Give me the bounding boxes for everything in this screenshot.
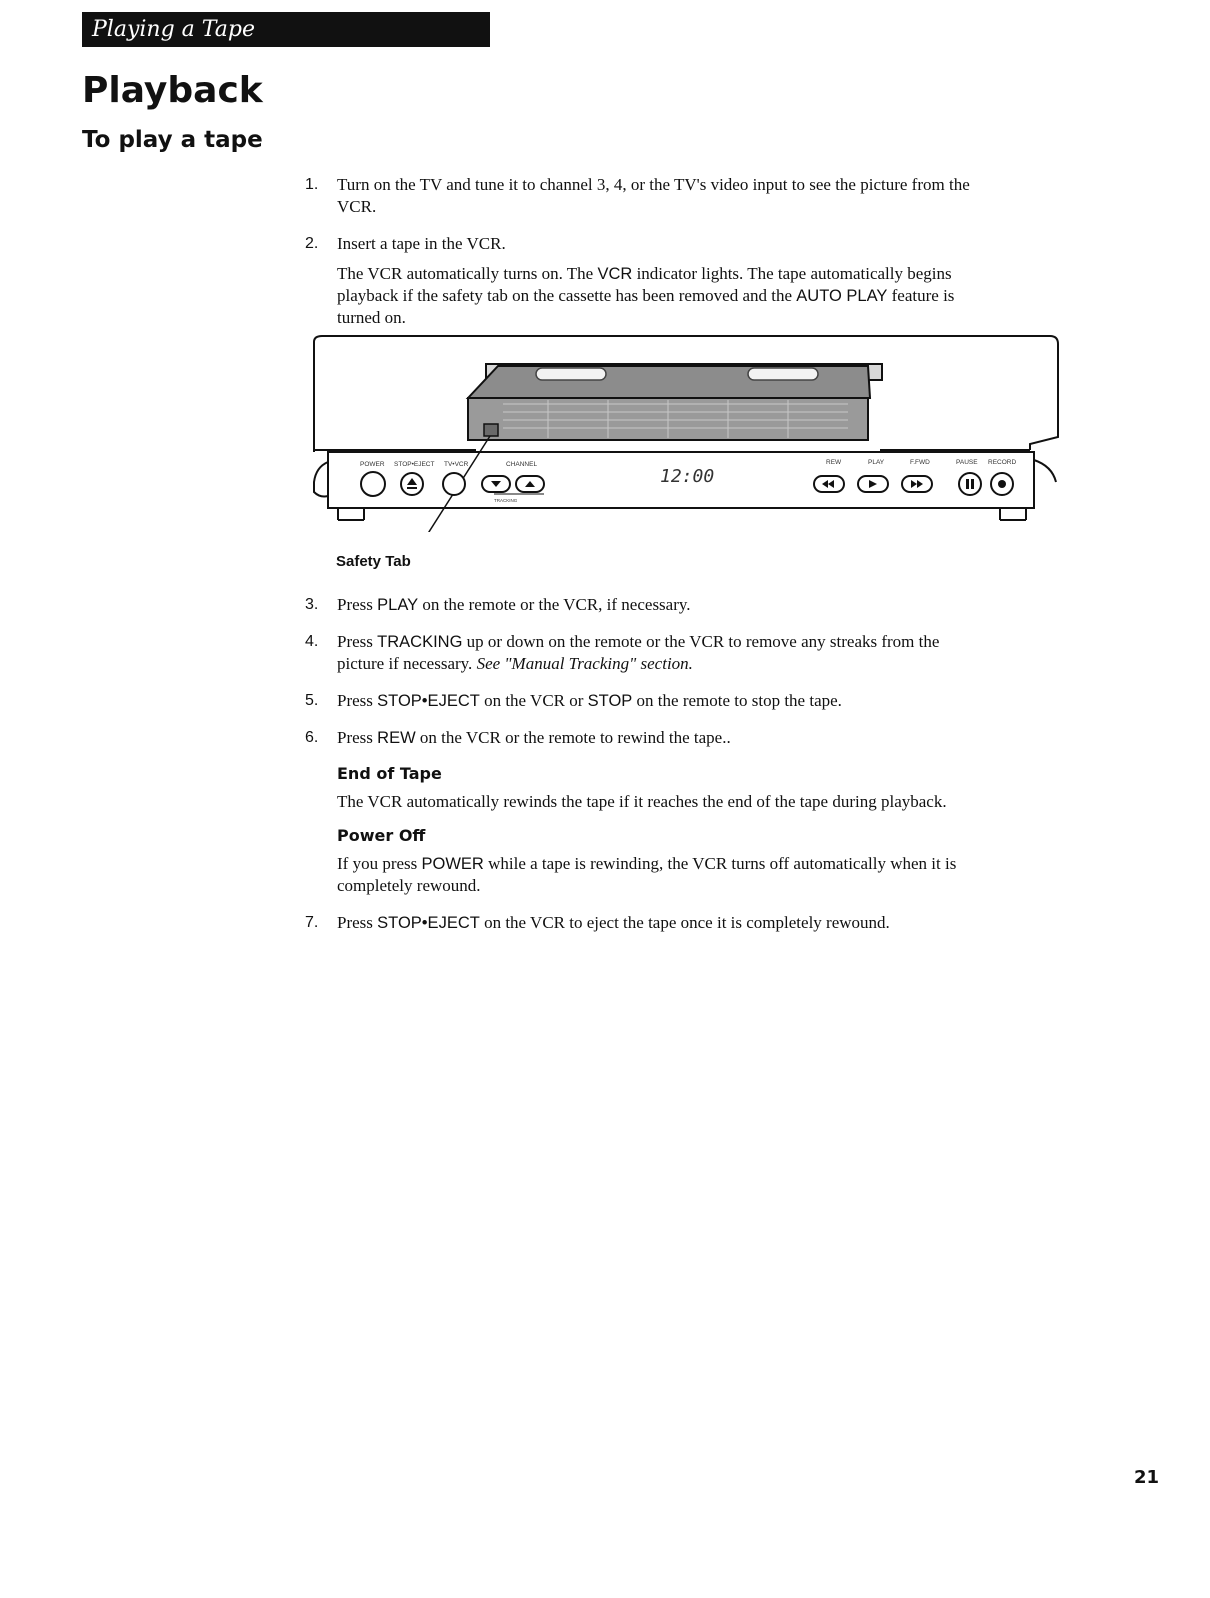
step-1 — [305, 174, 985, 218]
note-title-end-of-tape: End of Tape — [337, 764, 442, 783]
section-title: Playing a Tape — [92, 17, 255, 42]
page-title: Playback — [82, 70, 263, 111]
power-button — [361, 472, 385, 496]
step-number: 2. — [305, 235, 319, 252]
cassette-tape — [468, 364, 882, 440]
step-text: Press STOP•EJECT on the VCR or STOP on the remote to stop the tape. — [337, 691, 842, 710]
step-3 — [305, 594, 985, 616]
section-header-bar — [82, 12, 490, 47]
step-2 — [305, 233, 985, 329]
step-detail: The VCR automatically turns on. The VCR indicator lights. The tape automatically begins playback if the safety tab on the cassette has been removed and the AUTO PLAY feature is turned on. — [337, 264, 955, 327]
play-label: PLAY — [868, 459, 885, 466]
step-number: 6. — [305, 729, 319, 746]
steps-list-top — [305, 174, 985, 344]
stop-eject-label: STOP•EJECT — [394, 461, 435, 468]
clock-display: 12:00 — [660, 466, 715, 487]
tv-vcr-label: TV•VCR — [444, 461, 469, 468]
pause-label: PAUSE — [956, 459, 978, 466]
step-text: Press STOP•EJECT on the VCR to eject the tape once it is completely rewound. — [337, 913, 890, 932]
safety-tab-marker — [484, 424, 498, 436]
figure-caption: Safety Tab — [336, 553, 411, 570]
step-number: 1. — [305, 176, 319, 193]
tv-vcr-button — [443, 473, 465, 495]
tracking-label: TRACKING — [494, 498, 518, 503]
note-text-power-off: If you press POWER while a tape is rewinding, the VCR turns off automatically when it is completely rewound. — [337, 854, 957, 895]
step-6 — [305, 727, 985, 897]
step-text: Press REW on the VCR or the remote to rewind the tape.. — [337, 728, 731, 747]
note-text-end-of-tape: The VCR automatically rewinds the tape if it reaches the end of the tape during playback. — [337, 792, 947, 811]
record-label: RECORD — [988, 459, 1017, 466]
step-5 — [305, 690, 985, 712]
step-text: Press PLAY on the remote or the VCR, if necessary. — [337, 595, 691, 614]
step-number: 5. — [305, 692, 319, 709]
page-subtitle: To play a tape — [82, 127, 263, 153]
page-number: 21 — [1134, 1467, 1160, 1488]
rew-label: REW — [826, 459, 842, 466]
step-7 — [305, 912, 985, 934]
step-number: 3. — [305, 596, 319, 613]
step-text: Turn on the TV and tune it to channel 3, 4, or the TV's video input to see the picture from the VCR. — [337, 175, 970, 216]
step-text: Press TRACKING up or down on the remote or the VCR to remove any streaks from the picture if necessary. See "Manual Tracking" section. — [337, 632, 940, 673]
step-text: Insert a tape in the VCR. — [337, 234, 506, 253]
note-title-power-off: Power Off — [337, 826, 426, 845]
step-number: 7. — [305, 914, 319, 931]
pause-button — [959, 473, 981, 495]
ffwd-label: F.FWD — [910, 459, 930, 466]
channel-label: CHANNEL — [506, 461, 538, 468]
power-label: POWER — [360, 461, 385, 468]
vcr-diagram — [308, 332, 1068, 532]
step-number: 4. — [305, 633, 319, 650]
steps-list-bottom — [305, 594, 985, 949]
step-4 — [305, 631, 985, 675]
